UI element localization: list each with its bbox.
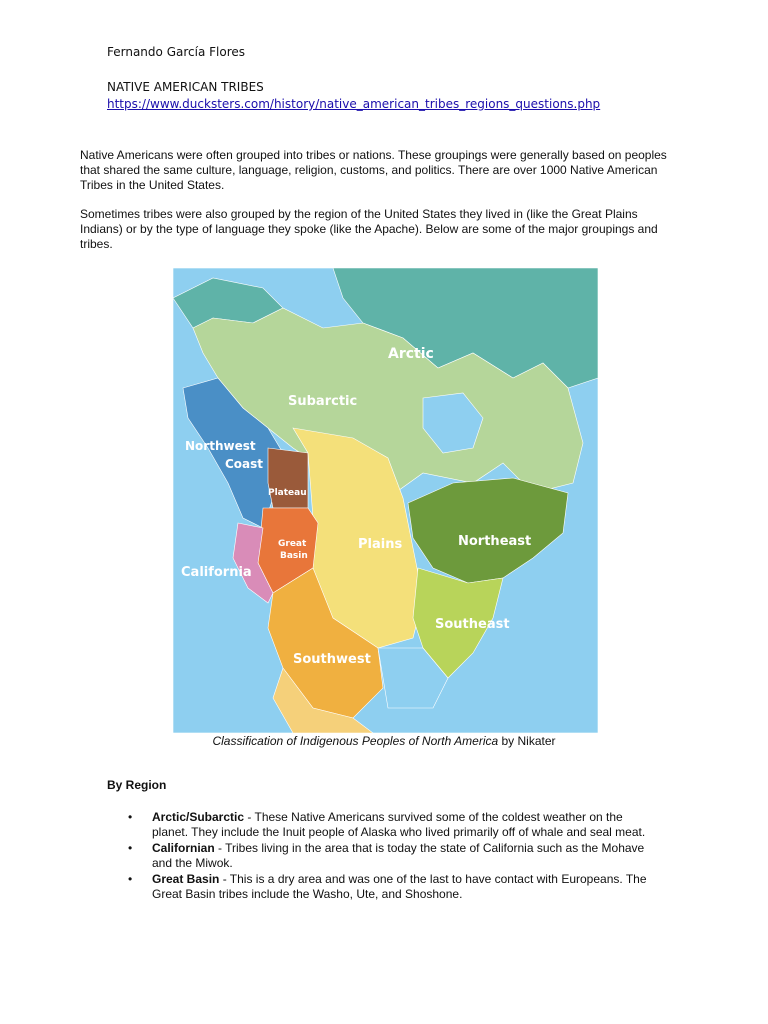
list-item-text: - Tribes living in the area that is today the state of California such as the Mohave and the Miwok. <box>152 841 645 870</box>
label-southeast: Southeast <box>435 617 510 632</box>
list-item <box>128 841 658 871</box>
label-southwest: Southwest <box>293 652 371 667</box>
list-item <box>128 810 658 840</box>
label-northeast: Northeast <box>458 534 532 549</box>
list-item-term: Arctic/Subarctic <box>152 810 245 824</box>
north-america-map <box>173 268 598 733</box>
caption-credit: by Nikater <box>498 734 556 748</box>
caption-title: Classification of Indigenous Peoples of North America <box>212 734 499 748</box>
author-name: Fernando García Flores <box>107 45 245 59</box>
label-plains: Plains <box>358 537 403 552</box>
intro-paragraph-1: Native Americans were often grouped into tribes or nations. These groupings were generally based on peoples that shared the same culture, language, religion, customs, and politics. There are over 1000 Native American Tribes in the United States. <box>80 148 667 192</box>
map-region-plateau <box>268 448 308 508</box>
label-arctic: Arctic <box>388 346 434 362</box>
list-item-text: - This is a dry area and was one of the last to have contact with Europeans. The Great Basin tribes include the Washo, Ute, and Shoshone. <box>152 872 647 901</box>
list-item <box>128 872 658 902</box>
list-item-term: Californian <box>152 841 215 855</box>
label-northwest-1: Northwest <box>185 439 256 453</box>
label-california: California <box>181 565 252 580</box>
label-great-basin-1: Great <box>278 539 307 549</box>
label-great-basin-2: Basin <box>280 551 308 561</box>
label-plateau: Plateau <box>268 488 307 498</box>
source-link[interactable]: https://www.ducksters.com/history/native_american_tribes_regions_questions.php <box>107 97 601 111</box>
label-northwest-2: Coast <box>225 457 264 471</box>
region-list <box>128 810 658 903</box>
list-item-term: Great Basin <box>152 872 220 886</box>
by-region-heading: By Region <box>107 778 167 792</box>
bullet-icon: • <box>128 810 133 824</box>
list-item-text: - These Native Americans survived some of the coldest weather on the planet. They include the Inuit people of Alaska who lived primarily off of whale and seal meat. <box>152 810 646 839</box>
label-subarctic: Subarctic <box>288 394 358 409</box>
bullet-icon: • <box>128 872 133 886</box>
bullet-icon: • <box>128 841 133 855</box>
map-caption <box>0 734 768 748</box>
document-title: NATIVE AMERICAN TRIBES <box>107 80 264 94</box>
intro-paragraph-2: Sometimes tribes were also grouped by the region of the United States they lived in (like the Great Plains Indians) or by the type of language they spoke (like the Apache). Below are some of the major groupings and tribes. <box>80 207 658 251</box>
